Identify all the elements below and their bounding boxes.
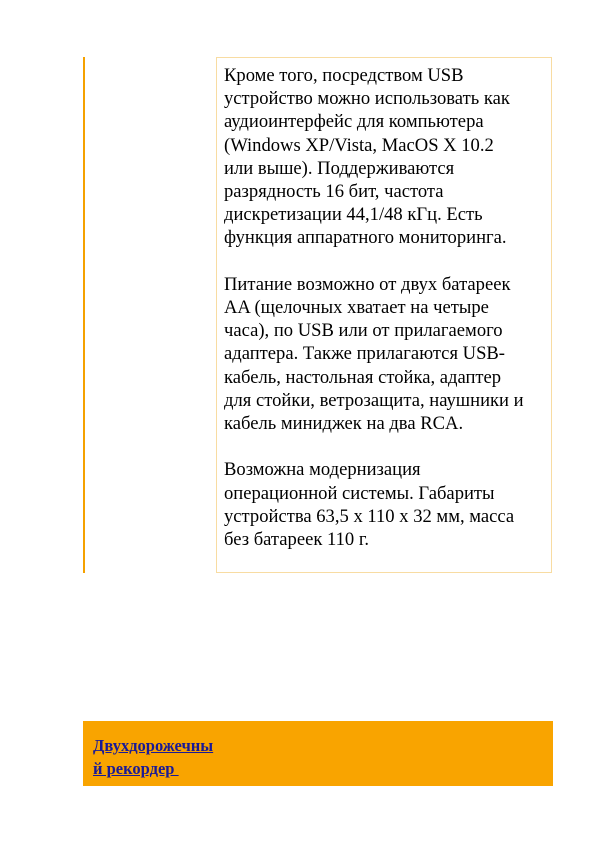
paragraph-dimensions-and-weight [224, 458, 545, 551]
text-line: (Windows XP/Vista, MacOS X 10.2 [224, 134, 494, 156]
text-line: Кроме того, посредством USB [224, 65, 464, 86]
left-vertical-rule [83, 57, 85, 573]
link-line[interactable]: Двухдорожечны [93, 736, 214, 755]
text-line: кабель миниджек на два RCA. [224, 413, 464, 435]
two-track-recorder-link[interactable] [93, 734, 553, 780]
text-line: Питание возможно от двух батареек [224, 273, 511, 295]
text-line: разрядность 16 бит, частота [224, 181, 444, 203]
text-line: Возможна модернизация [224, 459, 421, 481]
paragraph-usb-audio-interface [224, 64, 545, 250]
text-line: кабель, настольная стойка, адаптер [224, 366, 502, 388]
text-line: или выше). Поддерживаются [224, 157, 455, 179]
text-line: функция аппаратного мониторинга. [224, 227, 507, 249]
text-line: устройство можно использовать как [224, 88, 510, 110]
text-line: AA (щелочных хватает на четыре [224, 297, 489, 319]
paragraph-power-and-accessories [224, 273, 545, 435]
text-line: адаптера. Также прилагаются USB- [224, 343, 506, 365]
section-banner [83, 721, 553, 786]
text-line: устройства 63,5 x 110 x 32 мм, масса [224, 505, 515, 527]
text-line: дискретизации 44,1/48 кГц. Есть [224, 204, 483, 226]
text-line: аудиоинтерфейс для компьютера [224, 111, 484, 133]
text-line: без батареек 110 г. [224, 529, 370, 551]
text-line: для стойки, ветрозащита, наушники и [224, 389, 524, 411]
text-line: операционной системы. Габариты [224, 482, 495, 504]
text-line: часа), по USB или от прилагаемого [224, 320, 503, 342]
article-text-box [216, 57, 552, 573]
link-line[interactable]: й рекордер [93, 759, 179, 778]
